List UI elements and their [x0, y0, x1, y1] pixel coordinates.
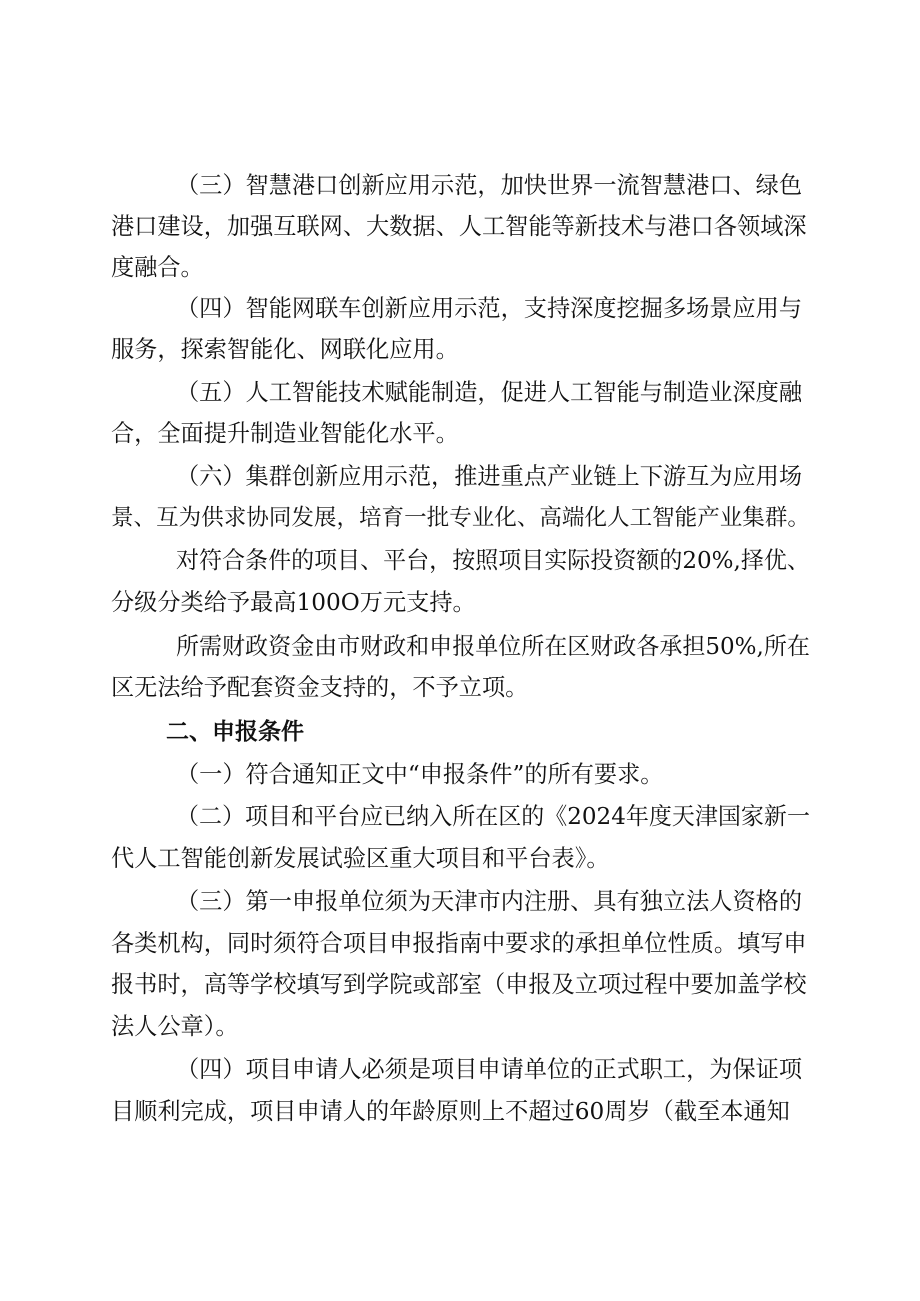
text-line: 服务，探索智能化、网联化应用。 — [111, 336, 459, 363]
text-line: （一）符合通知正文中“申报条件”的所有要求。 — [176, 761, 664, 788]
funding-line-1 — [0, 541, 920, 581]
cond-3-line-4 — [0, 1007, 920, 1047]
text-line: （四）智能网联车创新应用示范，支持深度挖掘多场景应用与 — [176, 295, 803, 322]
para-5-line-1 — [0, 373, 920, 413]
text-line: 代人工智能创新发展试验区重大项目和平台表》。 — [111, 845, 610, 872]
section-heading-text: 二、申报条件 — [166, 719, 304, 745]
text-line: （四）项目申请人必须是项目申请单位的正式职工，为保证项 — [176, 1056, 803, 1083]
text-line: 法人公章）。 — [111, 1013, 239, 1040]
text-line: （五）人工智能技术赋能制造，促进人工智能与制造业深度融 — [176, 379, 803, 406]
para-3-line-2 — [0, 207, 920, 247]
funding-line-2 — [0, 583, 920, 623]
text-line: 度融合。 — [111, 254, 204, 281]
text-line: 对符合条件的项目、平台，按照项目实际投资额的20%,择优、 — [176, 548, 810, 574]
cond-1-line-1 — [0, 755, 920, 795]
text-line: （二）项目和平台应已纳入所在区的《2024年度天津国家新一 — [176, 804, 810, 830]
text-line: （三）智慧港口创新应用示范，加快世界一流智慧港口、绿色 — [176, 172, 803, 199]
finance-line-1 — [0, 627, 920, 667]
para-6-line-2 — [0, 498, 920, 538]
text-line: 港口建设，加强互联网、大数据、人工智能等新技术与港口各领域深 — [111, 213, 807, 240]
para-6-line-1 — [0, 457, 920, 497]
text-line: 合，全面提升制造业智能化水平。 — [111, 420, 459, 447]
text-line: 景、互为供求协同发展，培育一批专业化、高端化人工智能产业集群。 — [111, 505, 810, 531]
text-line: （三）第一申报单位须为天津市内注册、具有独立法人资格的 — [176, 888, 803, 915]
text-line: 分级分类给予最高100O万元支持。 — [111, 589, 476, 616]
cond-3-line-2 — [0, 924, 920, 964]
para-5-line-2 — [0, 414, 920, 454]
text-line: 各类机构，同时须符合项目申报指南中要求的承担单位性质。填写申 — [111, 930, 807, 957]
cond-2-line-2 — [0, 839, 920, 879]
cond-4-line-1 — [0, 1050, 920, 1090]
cond-4-line-2 — [0, 1092, 920, 1132]
text-line: 报书时，高等学校填写到学院或部室（申报及立项过程中要加盖学校 — [111, 971, 807, 998]
cond-3-line-1 — [0, 882, 920, 922]
text-line: 目顺利完成，项目申请人的年龄原则上不超过60周岁（截至本通知 — [111, 1098, 790, 1125]
cond-2-line-1 — [0, 797, 920, 837]
cond-3-line-3 — [0, 965, 920, 1005]
finance-line-2 — [0, 668, 920, 708]
para-4-line-2 — [0, 330, 920, 370]
para-4-line-1 — [0, 289, 920, 329]
para-3-line-1 — [0, 166, 920, 206]
section-heading — [0, 712, 920, 752]
text-line: 所需财政资金由市财政和申报单位所在区财政各承担50%,所在 — [176, 634, 810, 660]
para-3-line-3 — [0, 248, 920, 288]
text-line: （六）集群创新应用示范，推进重点产业链上下游互为应用场 — [176, 463, 803, 490]
text-line: 区无法给予配套资金支持的，不予立项。 — [111, 674, 529, 701]
